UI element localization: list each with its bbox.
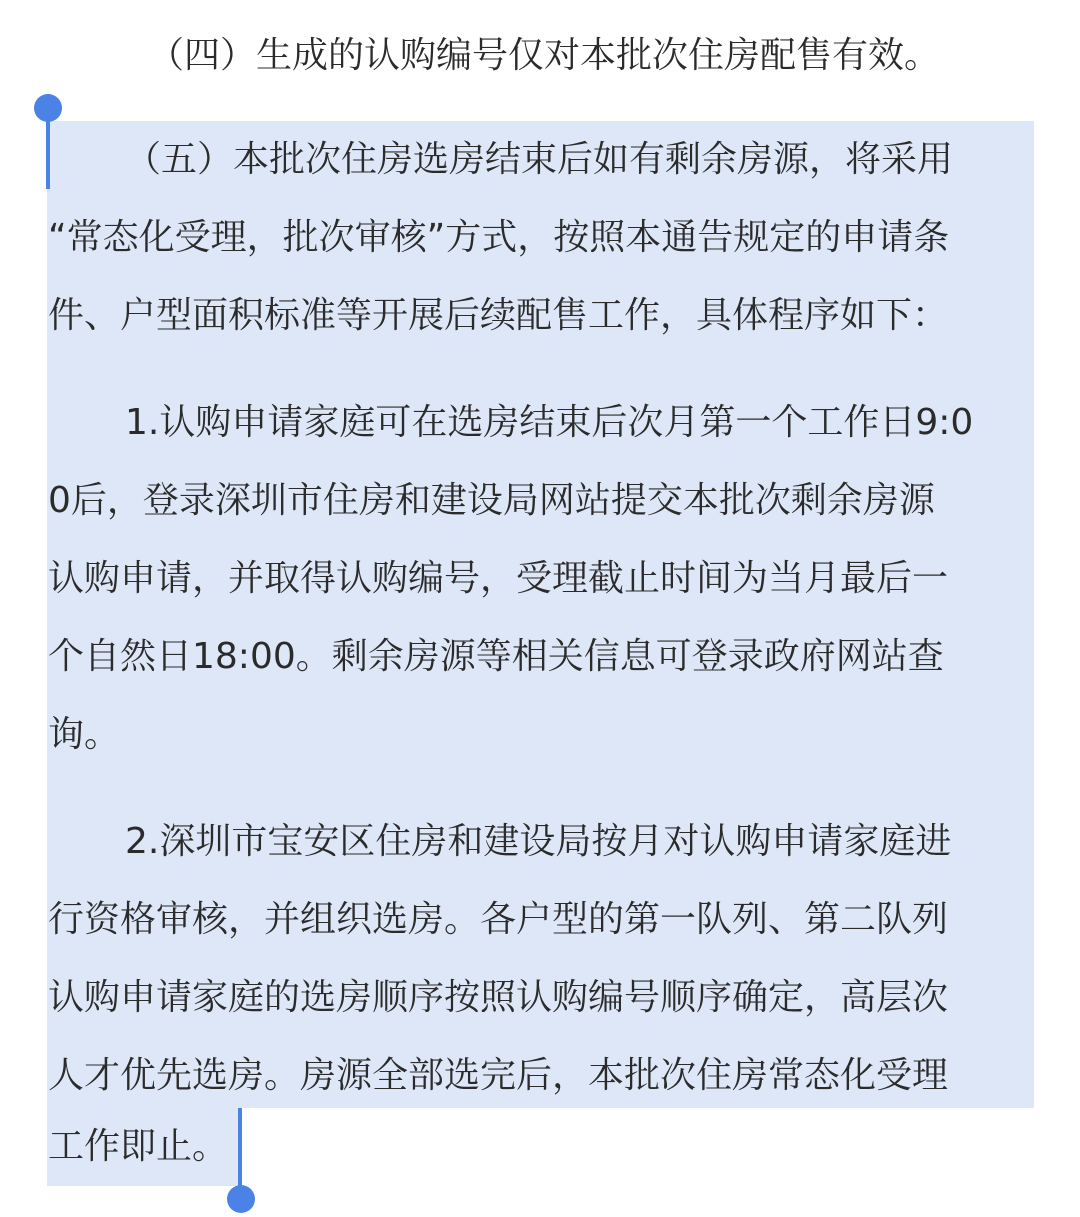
item-2-line: 2.深圳市宝安区住房和建设局按月对认购申请家庭进	[125, 821, 952, 862]
item-1-line: 个自然日18:00。剩余房源等相关信息可登录政府网站查	[48, 636, 944, 677]
paragraph-5-line: （五）本批次住房选房结束后如有剩余房源，将采用	[125, 139, 954, 180]
item-1-line: 0后，登录深圳市住房和建设局网站提交本批次剩余房源	[48, 480, 935, 521]
paragraph-5-line: “常态化受理，批次审核”方式，按照本通告规定的申请条	[48, 217, 950, 258]
selection-end-handle[interactable]	[227, 1185, 255, 1213]
item-1-line: 认购申请，并取得认购编号，受理截止时间为当月最后一	[48, 558, 949, 599]
item-1-line: 1.认购申请家庭可在选房结束后次月第一个工作日9:0	[125, 402, 974, 443]
item-2-line: 行资格审核，并组织选房。各户型的第一队列、第二队列	[48, 899, 949, 940]
paragraph-5-line: 件、户型面积标准等开展后续配售工作，具体程序如下：	[48, 295, 949, 336]
selection-end-handle-bar[interactable]	[238, 1108, 242, 1188]
item-2-line: 认购申请家庭的选房顺序按照认购编号顺序确定，高层次	[48, 977, 949, 1018]
selection-start-handle-bar[interactable]	[46, 112, 50, 189]
paragraph-4-line: （四）生成的认购编号仅对本批次住房配售有效。	[148, 35, 941, 76]
selection-start-handle[interactable]	[34, 94, 62, 122]
item-2-line: 工作即止。	[48, 1126, 229, 1167]
item-2-line: 人才优先选房。房源全部选完后，本批次住房常态化受理	[48, 1055, 949, 1096]
item-1-line: 询。	[48, 714, 121, 755]
